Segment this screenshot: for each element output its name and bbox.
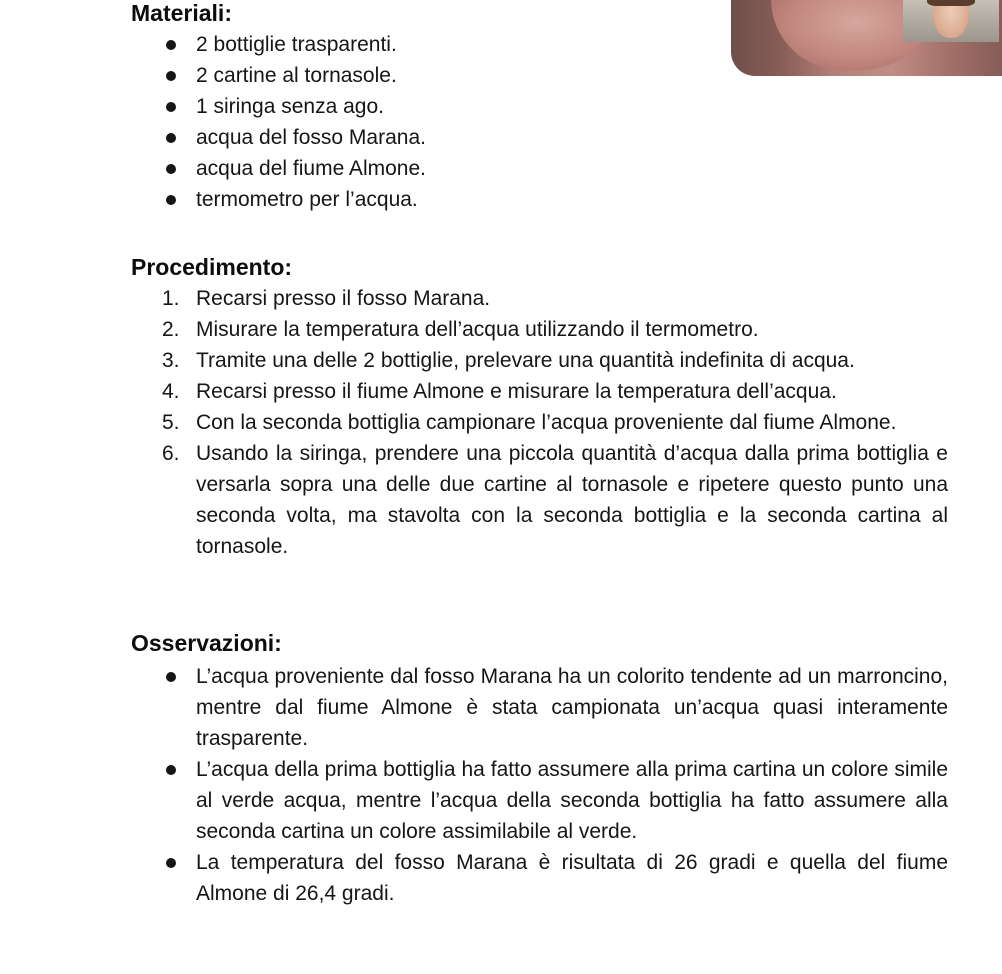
step-item — [0, 283, 948, 314]
step-number: 4. — [162, 380, 180, 403]
list-item-text: termometro per l’acqua. — [196, 188, 418, 211]
list-item-text: La temperatura del fosso Marana è risultata di 26 gradi e quella del fiume Almone di 26,4 gradi. — [196, 851, 948, 905]
bullet-icon — [166, 858, 176, 868]
list-item-text: acqua del fiume Almone. — [196, 157, 426, 180]
procedimento-heading: Procedimento: — [131, 254, 293, 280]
bullet-icon — [166, 40, 176, 50]
step-text: Usando la siringa, prendere una piccola quantità d’acqua dalla prima bottiglia e versarla sopra una delle due cartine al tornasole e ripetere questo punto una seconda volta, ma stavolta con la seconda bottiglia e la seconda cartina al tornasole. — [196, 442, 948, 558]
step-text: Con la seconda bottiglia campionare l’acqua proveniente dal fiume Almone. — [196, 411, 897, 434]
osservazioni-heading: Osservazioni: — [131, 630, 282, 656]
step-item — [0, 345, 948, 376]
list-item-text: L’acqua proveniente dal fosso Marana ha un colorito tendente ad un marroncino, mentre dal fiume Almone è stata campionata un’acqua quasi interamente trasparente. — [196, 665, 948, 750]
procedimento-list — [0, 283, 948, 562]
list-item — [0, 661, 948, 754]
step-text: Misurare la temperatura dell’acqua utilizzando il termometro. — [196, 318, 759, 341]
bullet-icon — [166, 195, 176, 205]
step-number: 2. — [162, 318, 180, 341]
bullet-icon — [166, 672, 176, 682]
step-text: Recarsi presso il fosso Marana. — [196, 287, 491, 310]
step-number: 3. — [162, 349, 180, 372]
step-number: 6. — [162, 442, 180, 465]
step-item — [0, 407, 948, 438]
bullet-icon — [166, 164, 176, 174]
bullet-icon — [166, 102, 176, 112]
list-item-text: 2 cartine al tornasole. — [196, 64, 397, 87]
list-item — [0, 847, 948, 909]
osservazioni-list — [0, 661, 948, 909]
bullet-icon — [166, 71, 176, 81]
list-item — [0, 184, 948, 215]
step-item — [0, 376, 948, 407]
list-item-text: L’acqua della prima bottiglia ha fatto assumere alla prima cartina un colore simile al verde acqua, mentre l’acqua della seconda bottiglia ha fatto assumere alla seconda cartina un colore assimilabile al verde. — [196, 758, 948, 843]
step-number: 5. — [162, 411, 180, 434]
list-item-text: 1 siringa senza ago. — [196, 95, 384, 118]
list-item-text: acqua del fosso Marana. — [196, 126, 426, 149]
bullet-icon — [166, 765, 176, 775]
participant-hair — [927, 0, 975, 6]
list-item — [0, 91, 948, 122]
list-item-text: 2 bottiglie trasparenti. — [196, 33, 397, 56]
step-text: Tramite una delle 2 bottiglie, prelevare una quantità indefinita di acqua. — [196, 349, 855, 372]
webcam-overlay[interactable] — [731, 0, 1002, 76]
step-text: Recarsi presso il fiume Almone e misurare la temperatura dell’acqua. — [196, 380, 837, 403]
list-item — [0, 754, 948, 847]
self-view-thumbnail[interactable] — [903, 0, 999, 42]
list-item — [0, 153, 948, 184]
step-item — [0, 438, 948, 562]
step-item — [0, 314, 948, 345]
bullet-icon — [166, 133, 176, 143]
step-number: 1. — [162, 287, 180, 310]
list-item — [0, 122, 948, 153]
materiali-heading: Materiali: — [131, 0, 232, 26]
